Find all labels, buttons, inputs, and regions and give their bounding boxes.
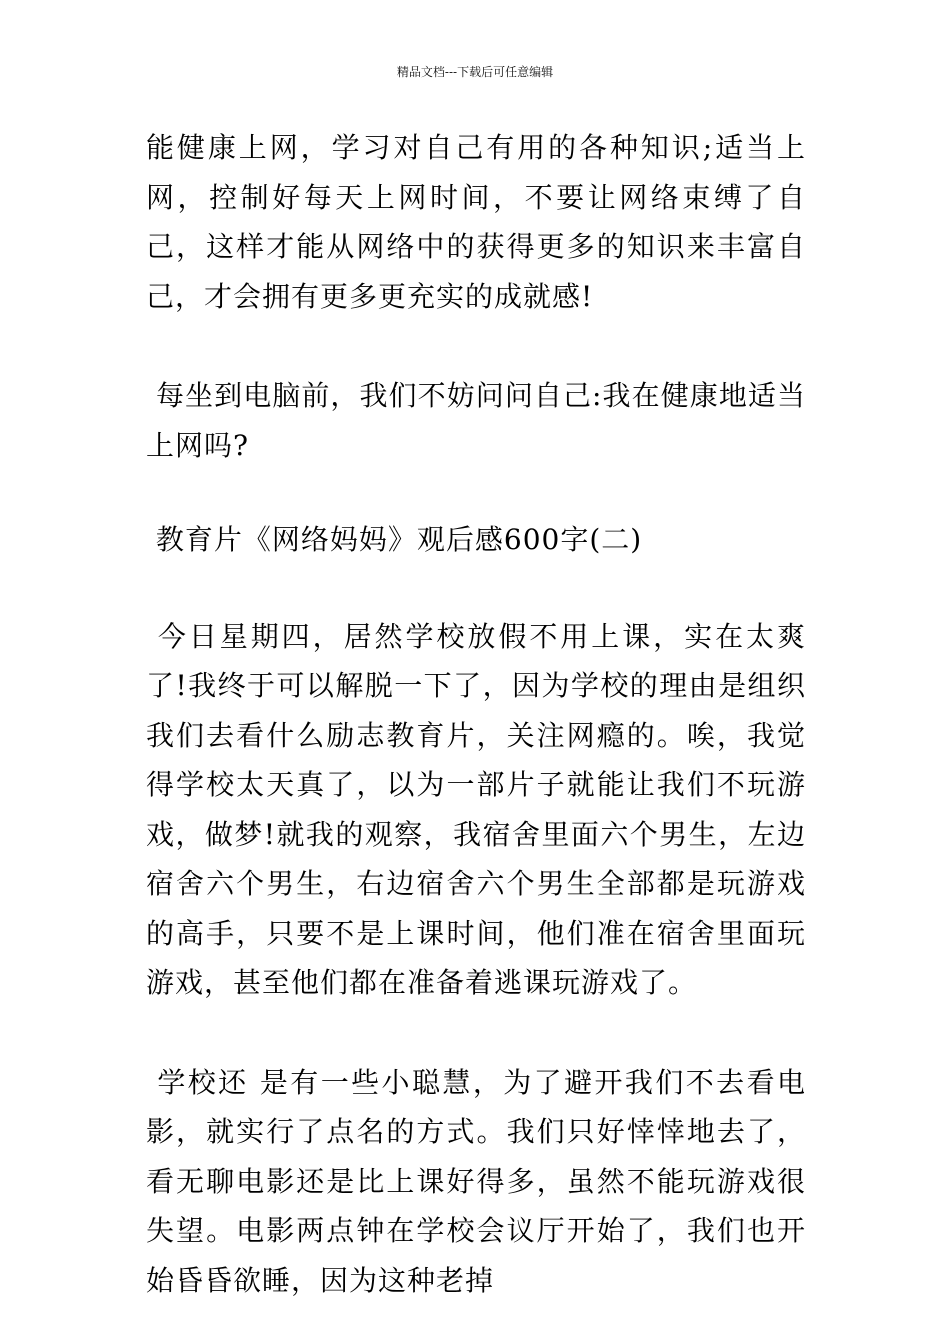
page-header: 精品文档---下载后可任意编辑 [396,65,554,79]
section-title: 教育片《网络妈妈》观后感600字(二) [146,523,643,556]
document-body [146,123,806,1305]
paragraph-4: 学校还 是有一些小聪慧，为了避开我们不去看电影，就实行了点名的方式。我们只好悻悻地去了，看无聊电影还是比上课好得多，虽然不能玩游戏很失望。电影两点钟在学校会议厅开始了，我们也开始昏昏欲睡，因为这种老掉 [146,1065,806,1297]
paragraph-spacer [146,1008,806,1058]
paragraph-spacer [146,321,806,371]
paragraph-spacer [146,565,806,612]
paragraph-3: 今日星期四，居然学校放假不用上课，实在太爽了!我终于可以解脱一下了，因为学校的理由是组织我们去看什么励志教育片，关注网瘾的。唉，我觉得学校太天真了，以为一部片子就能让我们不玩游戏，做梦!就我的观察，我宿舍里面六个男生，左边宿舍六个男生，右边宿舍六个男生全部都是玩游戏的高手，只要不是上课时间，他们准在宿舍里面玩游戏，甚至他们都在准备着逃课玩游戏了。 [146,619,806,999]
paragraph-1: 能健康上网，学习对自己有用的各种知识;适当上网，控制好每天上网时间，不要让网络束缚了自己，这样才能从网络中的获得更多的知识来丰富自己，才会拥有更多更充实的成就感! [146,131,806,313]
paragraph-2: 每坐到电脑前，我们不妨问问自己:我在健康地适当上网吗? [146,379,806,462]
paragraph-spacer [146,470,806,515]
